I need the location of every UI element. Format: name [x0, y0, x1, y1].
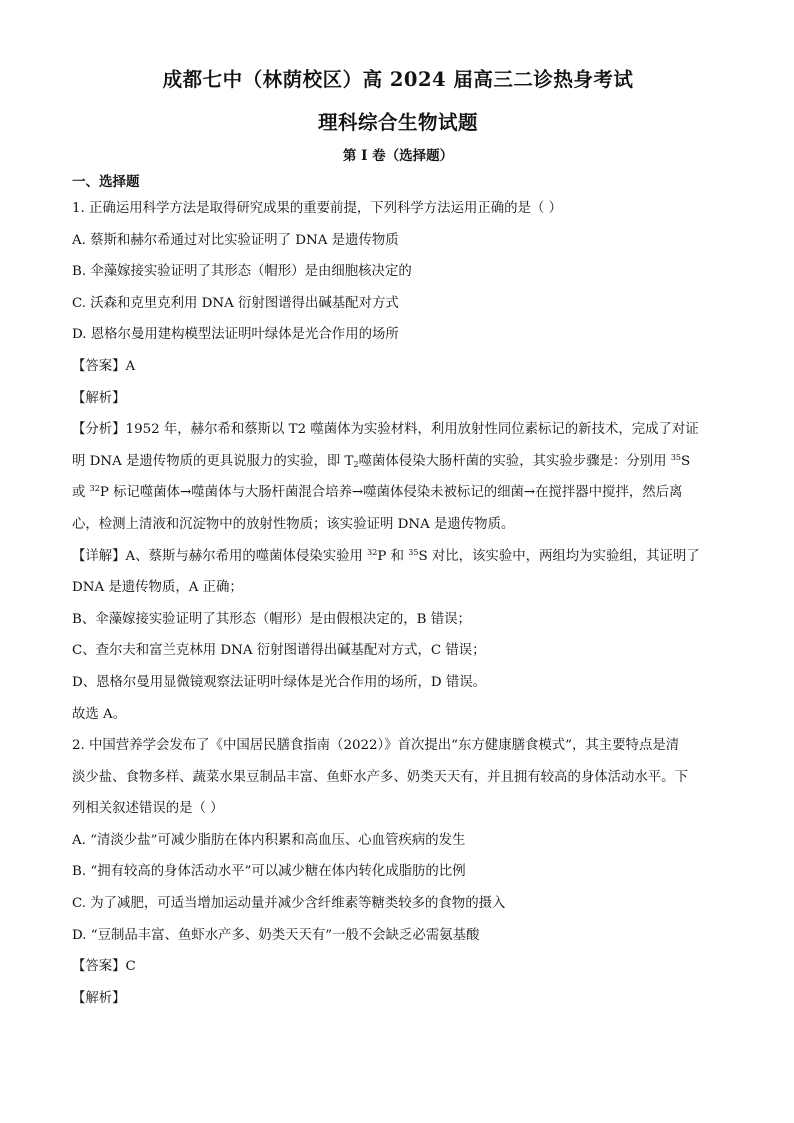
- question-2-analysis-label: 【解析】: [72, 990, 126, 1006]
- detail-line: 【详解】A、蔡斯与赫尔希用的噬菌体侵染实验用 $^{32}$P 和 $^{35}$S 对比，该实验中，两组均为实验组，其证明了: [72, 547, 700, 564]
- question-2-option-b: B. “拥有较高的身体活动水平”可以减少糖在体内转化成脂肪的比例: [72, 864, 466, 880]
- detail-line: C、查尔夫和富兰克林用 DNA 衍射图谱得出碱基配对方式，C 错误；: [72, 643, 486, 659]
- detail-line: DNA 是遗传物质，A 正确；: [72, 580, 243, 596]
- question-2-answer: 【答案】C: [72, 959, 136, 975]
- analysis-line: 或 $^{32}$P 标记噬菌体→噬菌体与大肠杆菌混合培养→噬菌体侵染未被标记的细菌→在搅拌器中搅拌，然后离: [72, 484, 683, 501]
- question-1-option-d: D. 恩格尔曼用建构模型法证明叶绿体是光合作用的场所: [72, 327, 399, 343]
- exam-subtitle: 理科综合生物试题: [317, 111, 478, 134]
- question-2-option-c: C. 为了减肥，可适当增加运动量并减少含纤维素等糖类较多的食物的摄入: [72, 896, 506, 912]
- question-2-stem-line: 淡少盐、食物多样、蔬菜水果豆制品丰富、鱼虾水产多、奶类天天有，并且拥有较高的身体活动水平。下: [72, 769, 688, 785]
- exam-title: 成都七中（林荫校区）高 2024 届高三二诊热身考试: [162, 68, 634, 91]
- section-heading: 一、选择题: [72, 174, 140, 190]
- analysis-line: 心，检测上清液和沉淀物中的放射性物质；该实验证明 DNA 是遗传物质。: [72, 516, 515, 532]
- question-2-stem-line: 列相关叙述错误的是（ ）: [72, 801, 224, 817]
- analysis-line: 明 DNA 是遗传物质的更具说服力的实验，即 $T_2$噬菌体侵染大肠杆菌的实验，其实验步骤是：分别用 $^{35}$S: [72, 452, 691, 469]
- detail-conclusion: 故选 A。: [72, 706, 127, 722]
- question-1-option-b: B. 伞藻嫁接实验证明了其形态（帽形）是由细胞核决定的: [72, 264, 412, 280]
- question-1-answer: 【答案】A: [72, 358, 136, 374]
- analysis-line: 【分析】1952 年，赫尔希和蔡斯以 T2 噬菌体为实验材料，利用放射性同位素标记的新技术，完成了对证: [72, 422, 699, 438]
- question-1-stem: 1. 正确运用科学方法是取得研究成果的重要前提，下列科学方法运用正确的是（ ）: [72, 201, 562, 216]
- detail-line: B、伞藻嫁接实验证明了其形态（帽形）是由假根决定的，B 错误；: [72, 611, 471, 627]
- volume-heading: 第 I 卷（选择题）: [342, 148, 454, 164]
- question-2-option-d: D. “豆制品丰富、鱼虾水产多、奶类天天有”一般不会缺乏必需氨基酸: [72, 927, 480, 943]
- question-2-option-a: A. “清淡少盐”可减少脂肪在体内积累和高血压、心血管疾病的发生: [72, 832, 466, 848]
- question-1-option-c: C. 沃森和克里克利用 DNA 衍射图谱得出碱基配对方式: [72, 295, 399, 311]
- question-1-analysis-label: 【解析】: [72, 390, 126, 406]
- question-2-stem-line: 2. 中国营养学会发布了《中国居民膳食指南（2022）》首次提出“东方健康膳食模式”，其主要特点是清: [72, 738, 680, 754]
- detail-line: D、恩格尔曼用显微镜观察法证明叶绿体是光合作用的场所，D 错误。: [72, 674, 487, 690]
- question-1-option-a: A. 蔡斯和赫尔希通过对比实验证明了 DNA 是遗传物质: [72, 232, 399, 248]
